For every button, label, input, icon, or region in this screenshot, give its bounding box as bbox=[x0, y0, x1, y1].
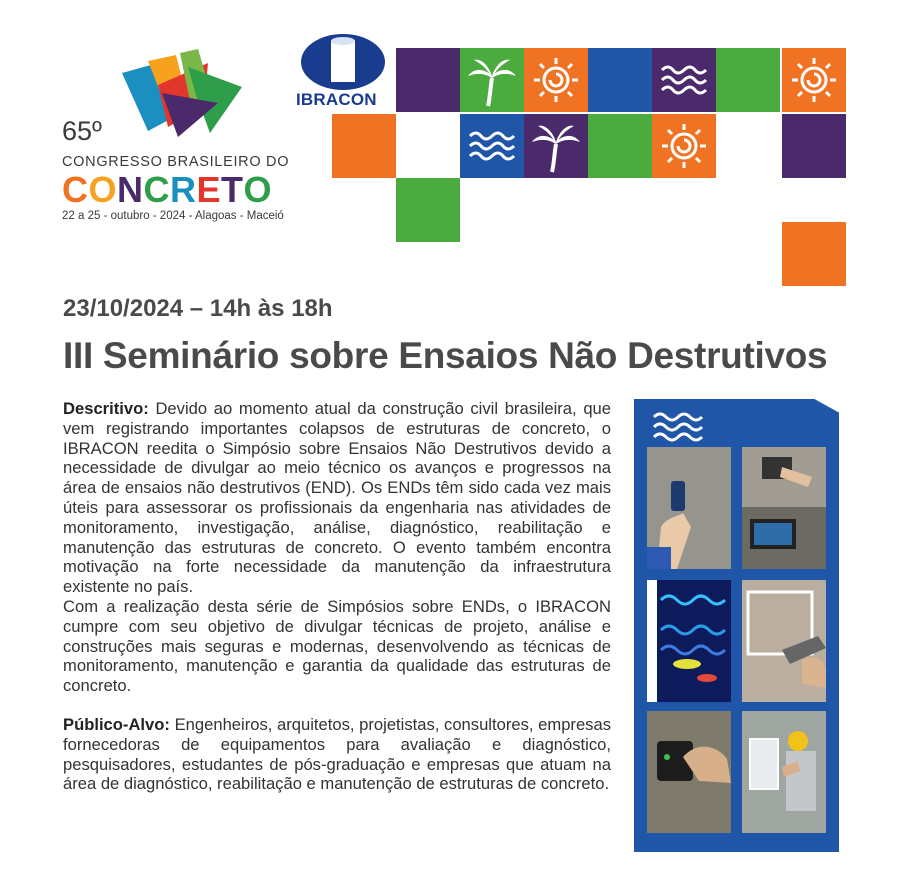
blue-tile bbox=[588, 48, 652, 112]
event-title: III Seminário sobre Ensaios Não Destrutivos bbox=[63, 335, 828, 376]
letter: N bbox=[117, 169, 144, 210]
green-tile bbox=[396, 178, 460, 242]
letter: R bbox=[170, 169, 197, 210]
sun-spiral-icon bbox=[782, 48, 846, 112]
photo-handheld-device bbox=[647, 711, 731, 833]
letter: C bbox=[143, 169, 171, 210]
letter: O bbox=[243, 169, 273, 210]
palm-tile bbox=[460, 48, 524, 112]
sun-tile bbox=[652, 114, 716, 178]
photo-concrete-coring bbox=[742, 580, 826, 702]
congress-dates: 22 a 25 - outubro - 2024 - Alagoas - Maceió bbox=[62, 210, 284, 222]
waves-icon bbox=[460, 114, 524, 178]
congress-bird-logo bbox=[118, 45, 248, 145]
concreto-wordmark bbox=[62, 169, 272, 211]
sun-spiral-icon bbox=[652, 114, 716, 178]
photo-gpr-radargram bbox=[647, 580, 731, 702]
waves-icon bbox=[652, 407, 708, 447]
waves-tile bbox=[460, 114, 524, 178]
letter: O bbox=[88, 169, 118, 210]
congress-name: CONGRESSO BRASILEIRO DO bbox=[62, 154, 290, 170]
descritivo-text: Devido ao momento atual da construção civil brasileira, que vem registrando importantes colapsos de estruturas de concreto, o IBRACON reedita o Simpósio sobre Ensaios Não Destrutivos devido a necessidade de divulgar ao meio técnico os avanços e progressos na área de ensaios não destrutivos (END). Os ENDs têm sido cada vez mais úteis para assessorar os profissionais da engenharia nas atividades de monitoramento, investigação, análise, diagnóstico, reabilitação e manutenção das estruturas de concreto. O evento também encontra motivação na forte necessidade da manutenção da infraestrutura existente no país. bbox=[63, 399, 611, 597]
green-tile bbox=[588, 114, 652, 178]
sun-tile bbox=[524, 48, 588, 112]
publico-paragraph bbox=[63, 715, 611, 794]
publico-label: Público-Alvo: bbox=[63, 714, 170, 734]
sun-spiral-icon bbox=[524, 48, 588, 112]
letter: C bbox=[62, 169, 89, 210]
letter: E bbox=[196, 169, 222, 210]
green-tile bbox=[716, 48, 780, 112]
publico-text: Engenheiros, arquitetos, projetistas, consultores, empresas fornecedoras de equipamentos para avaliação e diagnóstico, pesquisadores, estudantes de pós-graduação e empresas que atuam na área de diagnóstico, reabilitação e manutenção de estruturas de concreto. bbox=[63, 714, 611, 794]
palm-tree-icon bbox=[524, 114, 588, 178]
photo-laptop-scanner bbox=[742, 447, 826, 569]
descritivo-paragraph bbox=[63, 399, 611, 597]
letter: T bbox=[221, 169, 244, 210]
waves-tile bbox=[652, 48, 716, 112]
ibracon-label: IBRACON bbox=[296, 90, 377, 109]
event-description bbox=[63, 399, 611, 794]
photo-worker-testing bbox=[742, 711, 826, 833]
palm-tree-icon bbox=[460, 48, 524, 112]
photo-panel bbox=[634, 399, 839, 852]
edition-number: 65º bbox=[62, 116, 102, 146]
orange-tile bbox=[332, 114, 396, 178]
paragraph-2: Com a realização desta série de Simpósios sobre ENDs, o IBRACON cumpre com seu objetivo de divulgar técnicas de projeto, análise e construções mais seguras e modernas, desenvolvendo as técnicas de monitoramento, manutenção e garantia da qualidade das estruturas de concreto. bbox=[63, 596, 611, 696]
event-date-time: 23/10/2024 – 14h às 18h bbox=[63, 295, 333, 322]
sun-tile bbox=[782, 48, 846, 112]
purple-tile bbox=[396, 48, 460, 112]
palm-tile bbox=[524, 114, 588, 178]
waves-icon bbox=[652, 48, 716, 112]
orange-tile bbox=[782, 222, 846, 286]
purple-tile bbox=[782, 114, 846, 178]
photo-rebound-hammer-test bbox=[647, 447, 731, 569]
descritivo-label: Descritivo: bbox=[63, 399, 149, 418]
